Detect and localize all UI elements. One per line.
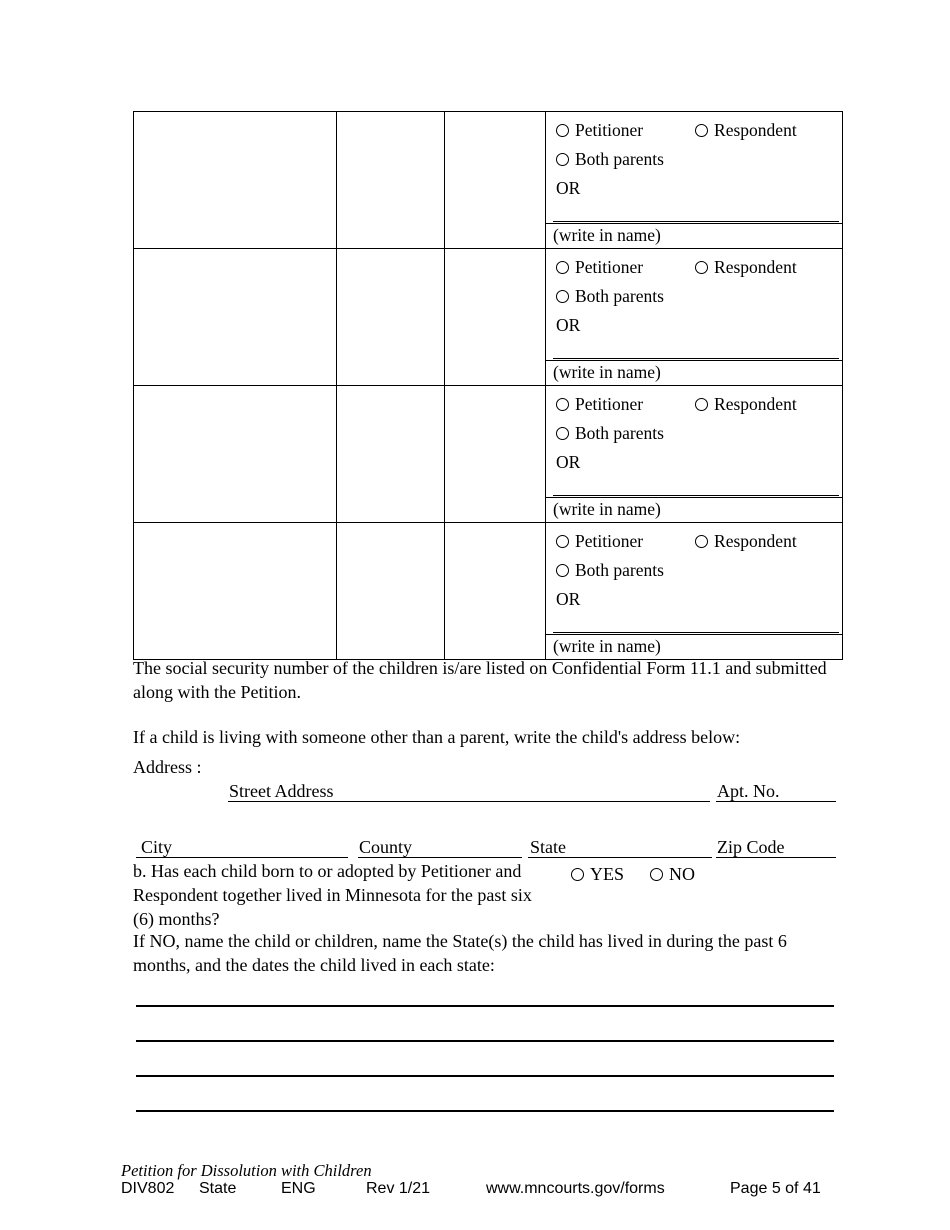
street-address-caption: Street Address <box>229 781 334 801</box>
child-age-cell[interactable] <box>445 523 546 660</box>
footer-state: State <box>199 1180 237 1197</box>
footer-form-code: DIV802 <box>121 1180 175 1197</box>
parent-options-group <box>546 249 842 385</box>
radio-respondent-label: Respondent <box>714 394 797 414</box>
child-name-cell[interactable] <box>134 112 337 249</box>
child-living-with-cell <box>546 249 843 386</box>
petitioner-respondent-row <box>546 523 842 551</box>
petitioner-respondent-row <box>546 249 842 277</box>
footer-revision: Rev 1/21 <box>366 1180 431 1197</box>
write-in-name-label: (write in name) <box>553 498 661 519</box>
parent-options-group <box>546 112 842 248</box>
answer-line-2[interactable] <box>136 1040 834 1042</box>
address-label: Address : <box>133 757 202 777</box>
table-row <box>134 112 843 249</box>
radio-petitioner-label: Petitioner <box>575 531 644 551</box>
radio-circle-icon <box>556 290 569 303</box>
radio-circle-icon <box>556 153 569 166</box>
or-text: OR <box>556 589 581 609</box>
footer-url: www.mncourts.gov/forms <box>486 1180 665 1197</box>
radio-circle-icon <box>556 535 569 548</box>
zip-code-caption: Zip Code <box>717 837 785 857</box>
radio-petitioner[interactable] <box>556 396 643 414</box>
petitioner-respondent-row <box>546 112 842 140</box>
write-in-divider <box>546 360 842 361</box>
write-in-name-label: (write in name) <box>553 361 661 382</box>
child-living-with-cell <box>546 523 843 660</box>
radio-circle-icon <box>695 535 708 548</box>
radio-circle-icon <box>556 261 569 274</box>
radio-petitioner[interactable] <box>556 259 643 277</box>
child-dob-cell[interactable] <box>337 249 445 386</box>
radio-circle-icon <box>650 868 663 881</box>
write-in-name-label: (write in name) <box>553 635 661 656</box>
children-table <box>133 111 843 660</box>
write-in-name-input[interactable] <box>553 495 839 496</box>
footer-page-number: Page 5 of 41 <box>730 1180 821 1197</box>
radio-circle-icon <box>695 124 708 137</box>
apt-no-caption: Apt. No. <box>717 781 780 801</box>
or-text: OR <box>556 178 581 198</box>
radio-circle-icon <box>571 868 584 881</box>
write-in-name-input[interactable] <box>553 221 839 222</box>
question-b-line2: Respondent together lived in Minnesota for the past six <box>133 884 532 905</box>
child-age-cell[interactable] <box>445 249 546 386</box>
question-b <box>133 860 553 931</box>
child-age-cell[interactable] <box>445 386 546 523</box>
radio-respondent-label: Respondent <box>714 120 797 140</box>
ssn-note: The social security number of the children is/are listed on Confidential Form 11.1 and submitted along with the Petition. <box>133 658 827 703</box>
radio-circle-icon <box>556 124 569 137</box>
radio-both-parents-label: Both parents <box>575 285 664 306</box>
child-dob-cell[interactable] <box>337 386 445 523</box>
table-row <box>134 386 843 523</box>
radio-both-parents[interactable] <box>556 559 842 580</box>
radio-both-parents-label: Both parents <box>575 559 664 580</box>
child-dob-cell[interactable] <box>337 523 445 660</box>
child-name-cell[interactable] <box>134 523 337 660</box>
if-no-instruction: If NO, name the child or children, name the State(s) the child has lived in during the past 6 months, and the dates the child lived in each state: <box>133 931 787 976</box>
radio-petitioner-label: Petitioner <box>575 394 644 414</box>
question-b-line1: b. Has each child born to or adopted by Petitioner and <box>133 861 522 881</box>
child-age-cell[interactable] <box>445 112 546 249</box>
radio-circle-icon <box>556 564 569 577</box>
footer-language: ENG <box>281 1180 316 1197</box>
question-b-line3: (6) months? <box>133 908 220 929</box>
radio-petitioner-label: Petitioner <box>575 120 644 140</box>
child-living-with-cell <box>546 386 843 523</box>
city-caption: City <box>141 837 173 857</box>
radio-both-parents-label: Both parents <box>575 422 664 443</box>
write-in-divider <box>546 634 842 635</box>
state-caption: State <box>530 837 566 857</box>
child-address-instruction: If a child is living with someone other than a parent, write the child's address below: <box>133 727 741 747</box>
table-row <box>134 523 843 660</box>
petitioner-respondent-row <box>546 386 842 414</box>
child-name-cell[interactable] <box>134 249 337 386</box>
radio-circle-icon <box>695 398 708 411</box>
radio-both-parents[interactable] <box>556 422 842 443</box>
radio-petitioner[interactable] <box>556 533 643 551</box>
write-in-name-label: (write in name) <box>553 224 661 245</box>
child-name-cell[interactable] <box>134 386 337 523</box>
radio-respondent-label: Respondent <box>714 257 797 277</box>
write-in-divider <box>546 497 842 498</box>
answer-line-3[interactable] <box>136 1075 834 1077</box>
radio-yes[interactable] <box>571 864 624 885</box>
radio-circle-icon <box>556 398 569 411</box>
radio-respondent[interactable] <box>695 259 797 277</box>
radio-circle-icon <box>556 427 569 440</box>
parent-options-group <box>546 523 842 659</box>
radio-respondent[interactable] <box>695 122 797 140</box>
or-text: OR <box>556 452 581 472</box>
write-in-name-input[interactable] <box>553 632 839 633</box>
radio-both-parents[interactable] <box>556 148 842 169</box>
county-caption: County <box>359 837 413 857</box>
answer-line-1[interactable] <box>136 1005 834 1007</box>
radio-no-label: NO <box>669 864 695 884</box>
radio-no[interactable] <box>650 864 695 885</box>
radio-respondent[interactable] <box>695 533 797 551</box>
child-living-with-cell <box>546 112 843 249</box>
radio-both-parents-label: Both parents <box>575 148 664 169</box>
radio-petitioner-label: Petitioner <box>575 257 644 277</box>
footer-form-title: Petition for Dissolution with Children <box>121 1161 372 1180</box>
table-row <box>134 249 843 386</box>
answer-line-4[interactable] <box>136 1110 834 1112</box>
radio-yes-label: YES <box>590 864 625 884</box>
or-text: OR <box>556 315 581 335</box>
radio-circle-icon <box>695 261 708 274</box>
child-dob-cell[interactable] <box>337 112 445 249</box>
radio-respondent-label: Respondent <box>714 531 797 551</box>
parent-options-group <box>546 386 842 522</box>
radio-respondent[interactable] <box>695 396 797 414</box>
radio-both-parents[interactable] <box>556 285 842 306</box>
write-in-name-input[interactable] <box>553 358 839 359</box>
write-in-divider <box>546 223 842 224</box>
radio-petitioner[interactable] <box>556 122 643 140</box>
